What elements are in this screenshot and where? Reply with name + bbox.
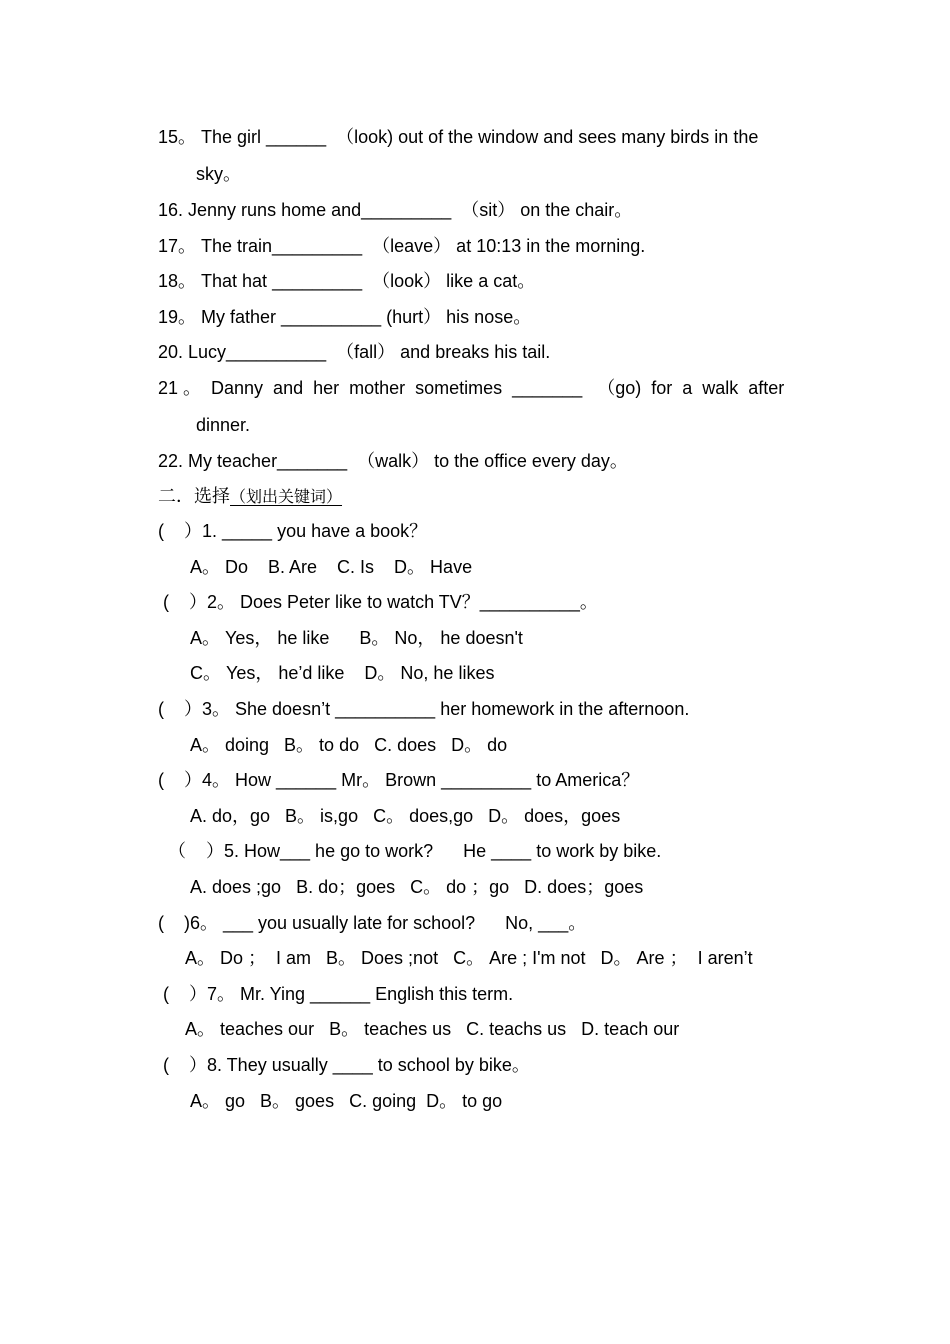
choice-question-2: ( ）2。 Does Peter like to watch TV？__________。: [158, 592, 598, 612]
choice-question-2-options-row-2: C。 Yes， he’d like D。 No, he likes: [190, 663, 495, 683]
choice-question-1: ( ）1. _____ you have a book？: [158, 521, 428, 541]
fill-in-question-16: 16. Jenny runs home and_________ （sit） on the chair。: [158, 200, 633, 220]
fill-in-question-15: 15。 The girl ______ （look) out of the window and sees many birds in the: [158, 127, 759, 147]
choice-question-7: ( ）7。 Mr. Ying ______ English this term.: [158, 984, 514, 1004]
choice-question-4-options: A. do，go B。 is,go C。 does,go D。 does，goes: [190, 806, 621, 826]
fill-in-question-20: 20. Lucy__________ （fall） and breaks his tail.: [158, 342, 551, 362]
choice-question-6-options: A。 Do ； I am B。 Does ;not C。 Are ; I'm not D。 Are ； I aren’t: [185, 948, 753, 968]
choice-question-7-options: A。 teaches our B。 teaches us C. teachs us D. teach our: [185, 1019, 680, 1039]
fill-in-question-19: 19。 My father __________ (hurt） his nose。: [158, 307, 532, 327]
section-two-title: 二．选择: [158, 486, 230, 506]
section-two-heading: [158, 485, 342, 507]
fill-in-question-17: 17。 The train_________ （leave） at 10:13 in the morning.: [158, 236, 646, 256]
fill-in-question-21-continued: dinner.: [196, 415, 251, 435]
choice-question-1-options: A。 Do B. Are C. Is D。 Have: [190, 557, 473, 577]
choice-question-2-options-row-1: A。 Yes， he like B。 No， he doesn't: [190, 628, 523, 648]
choice-question-3-options: A。 doing B。 to do C. does D。 do: [190, 735, 508, 755]
choice-question-4: ( ）4。 How ______ Mr。 Brown _________ to America？: [158, 770, 640, 790]
choice-question-8: ( ）8. They usually ____ to school by bike。: [158, 1055, 530, 1075]
fill-in-question-15-continued: sky。: [196, 164, 241, 184]
choice-question-8-options: A。 go B。 goes C. going D。 to go: [190, 1091, 503, 1111]
fill-in-question-18: 18。 That hat _________ （look） like a cat。: [158, 271, 536, 291]
choice-question-5: （ ）5. How___ he go to work? He ____ to work by bike.: [158, 841, 662, 861]
fill-in-question-22: 22. My teacher_______ （walk） to the office every day。: [158, 451, 628, 471]
section-two-note: （划出关键词）: [230, 489, 343, 506]
choice-question-5-options: A. does ;go B. do；goes C。 do ；go D. does；goes: [190, 877, 644, 897]
choice-question-3: ( ）3。 She doesn’t __________ her homework in the afternoon.: [158, 699, 690, 719]
choice-question-6: ( )6。 ___ you usually late for school? No, ___。: [158, 913, 587, 933]
fill-in-question-21: 21 。 Danny and her mother sometimes _______ （go) for a walk after: [158, 378, 785, 398]
